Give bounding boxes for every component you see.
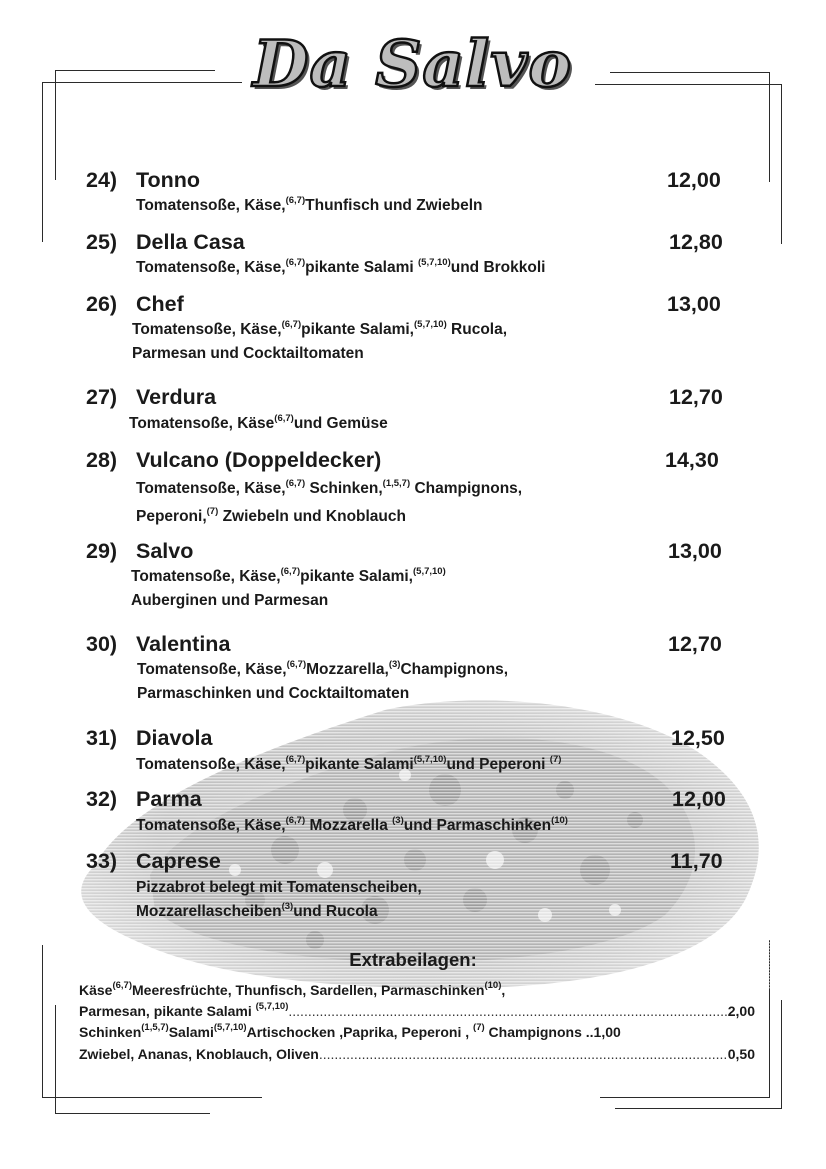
- allergen-marker: (5,7,10): [414, 319, 447, 330]
- item-number: 24): [86, 168, 118, 192]
- item-description: Tomatensoße, Käse,$^{(6,7)}$pikante Salami$^{(5,7,10)}$und Peperoni $^{(7)}$: [136, 754, 562, 773]
- extras-price: 2,00: [727, 1003, 755, 1019]
- item-description: Mozzarellascheiben$^{(3)}$und Rucola: [136, 901, 378, 920]
- item-price: 12,00: [672, 787, 726, 811]
- frame-line-top-right-inner: [595, 84, 782, 85]
- allergen-marker: (5,7,10): [413, 754, 447, 765]
- item-title: [86, 786, 202, 812]
- item-price: 13,00: [668, 539, 722, 563]
- item-title: [86, 167, 200, 193]
- item-title: [86, 384, 216, 410]
- item-name: Diavola: [136, 726, 213, 750]
- item-name: Tonno: [136, 168, 201, 192]
- leader-dots: [288, 1001, 727, 1022]
- allergen-marker: (6,7): [285, 478, 306, 489]
- extras-line-text: Zwiebel, Ananas, Knoblauch, Oliven: [79, 1046, 319, 1062]
- item-title: [86, 291, 184, 317]
- frame-line-left-inner: [55, 70, 56, 180]
- extras-line: [79, 980, 755, 1001]
- item-description: Peperoni,$^{(7)}$ Zwiebeln und Knoblauch: [136, 506, 406, 525]
- frame-line-top-left-inner: [42, 82, 242, 83]
- item-name: Salvo: [136, 539, 194, 563]
- allergen-marker: (6,7): [285, 195, 306, 206]
- allergen-marker: (6,7): [274, 413, 294, 424]
- item-price: 11,70: [670, 849, 723, 873]
- item-description: Parmesan und Cocktailtomaten: [132, 345, 364, 362]
- allergen-marker: (3): [388, 659, 401, 670]
- allergen-marker: (6,7): [286, 659, 307, 670]
- extras-line: [79, 1001, 755, 1022]
- item-description: Tomatensoße, Käse,$^{(6,7)}$ Mozzarella $^{(3)}$und Parmaschinken$^{(10)}$: [136, 815, 568, 834]
- item-title: [86, 229, 245, 255]
- allergen-marker: (5,7,10): [213, 1022, 247, 1033]
- item-title: [86, 631, 230, 657]
- item-name: Valentina: [136, 632, 231, 656]
- frame-line-bottom-right-inner: [615, 1108, 782, 1109]
- frame-line-bottom-left-outer: [42, 1097, 262, 1098]
- allergen-marker: (7): [549, 754, 562, 765]
- frame-line-left-outer: [42, 82, 43, 242]
- item-price: 12,80: [669, 230, 723, 254]
- allergen-marker: (6,7): [281, 319, 302, 330]
- extras-price: 0,50: [727, 1046, 755, 1062]
- item-title: [86, 848, 221, 874]
- item-name: Verdura: [136, 385, 217, 409]
- frame-line-top-right-outer: [610, 72, 770, 73]
- logo-text: Da Salvo: [252, 27, 573, 102]
- item-name: Caprese: [136, 849, 221, 873]
- allergen-marker: (3): [392, 815, 404, 826]
- item-price: 14,30: [665, 448, 719, 472]
- allergen-marker: (6,7): [285, 754, 306, 765]
- item-name: Parma: [136, 787, 202, 811]
- item-description: Parmaschinken und Cocktailtomaten: [137, 685, 410, 702]
- item-number: 26): [86, 292, 118, 316]
- item-number: 32): [86, 787, 118, 811]
- allergen-marker: (7): [206, 506, 219, 517]
- item-price: 12,50: [671, 726, 725, 750]
- extras-line: [79, 1044, 755, 1065]
- item-name: Vulcano (Doppeldecker): [136, 448, 382, 472]
- extras-line: [79, 1022, 755, 1043]
- frame-line-top-left-outer: [55, 70, 215, 71]
- item-description: Tomatensoße, Käse,$^{(6,7)}$pikante Salami,$^{(5,7,10)}$ Rucola,: [132, 319, 508, 338]
- extras-line-text: Käse$^{(6,7)}$Meeresfrüchte, Thunfisch, Sardellen, Parmaschinken$^{(10)}$,: [79, 980, 506, 998]
- extras-line-text: Parmesan, pikante Salami $^{(5,7,10)}$: [79, 1001, 289, 1019]
- item-number: 25): [86, 230, 118, 254]
- allergen-marker: (5,7,10): [418, 257, 451, 268]
- frame-line-right-bottom-inner: [781, 1000, 782, 1108]
- item-number: 28): [86, 448, 118, 472]
- allergen-marker: (1,5,7): [141, 1022, 169, 1033]
- frame-line-bottom-left-inner: [55, 1113, 210, 1114]
- logo: [245, 26, 580, 106]
- item-number: 33): [86, 849, 118, 873]
- allergen-marker: (6,7): [285, 815, 306, 826]
- item-price: 12,00: [667, 168, 721, 192]
- item-description: Tomatensoße, Käse,$^{(6,7)}$pikante Salami $^{(5,7,10)}$und Brokkoli: [136, 257, 546, 276]
- item-description: Tomatensoße, Käse,$^{(6,7)}$Mozzarella,$^{(3)}$Champignons,: [137, 659, 509, 678]
- item-number: 31): [86, 726, 118, 750]
- frame-line-left-bottom-inner: [55, 1005, 56, 1113]
- extras-title: Extrabeilagen:: [349, 949, 477, 970]
- item-description: Tomatensoße, Käse,$^{(6,7)}$ Schinken,$^{(1,5,7)}$ Champignons,: [136, 478, 523, 497]
- item-name: Chef: [136, 292, 184, 316]
- item-title: [86, 447, 381, 473]
- item-description: Tomatensoße, Käse,$^{(6,7)}$pikante Salami,$^{(5,7,10)}$: [131, 566, 446, 585]
- frame-line-right-outer: [781, 84, 782, 244]
- allergen-marker: (3): [281, 901, 294, 912]
- item-name: Della Casa: [136, 230, 245, 254]
- frame-line-bottom-right-outer: [600, 1097, 770, 1098]
- allergen-marker: (6,7): [112, 980, 133, 991]
- allergen-marker: (1,5,7): [382, 478, 411, 489]
- allergen-marker: (6,7): [280, 566, 301, 577]
- item-description: Tomatensoße, Käse$^{(6,7)}$und Gemüse: [129, 413, 388, 432]
- frame-line-right-inner: [769, 72, 770, 182]
- allergen-marker: (5,7,10): [255, 1001, 289, 1012]
- allergen-marker: (10): [484, 980, 502, 991]
- item-description: Auberginen und Parmesan: [131, 592, 329, 609]
- item-price: 12,70: [668, 632, 722, 656]
- item-number: 30): [86, 632, 118, 656]
- item-description: Tomatensoße, Käse,$^{(6,7)}$Thunfisch und Zwiebeln: [136, 195, 483, 214]
- item-number: 27): [86, 385, 118, 409]
- item-title: [86, 725, 212, 751]
- item-price: 13,00: [667, 292, 721, 316]
- extras-price: 1,00: [593, 1024, 621, 1040]
- allergen-marker: (10): [551, 815, 568, 826]
- leader-dots: [319, 1044, 728, 1065]
- allergen-marker: (5,7,10): [413, 566, 446, 577]
- item-price: 12,70: [669, 385, 723, 409]
- item-title: [86, 538, 193, 564]
- item-number: 29): [86, 539, 118, 563]
- allergen-marker: (6,7): [285, 257, 306, 268]
- allergen-marker: (7): [473, 1022, 485, 1033]
- item-description: Pizzabrot belegt mit Tomatenscheiben,: [136, 879, 422, 896]
- extras-line-text: Schinken$^{(1,5,7)}$Salami$^{(5,7,10)}$Artischocken ,Paprika, Peperoni , $^{(7)}$ Champignons ..: [79, 1022, 594, 1040]
